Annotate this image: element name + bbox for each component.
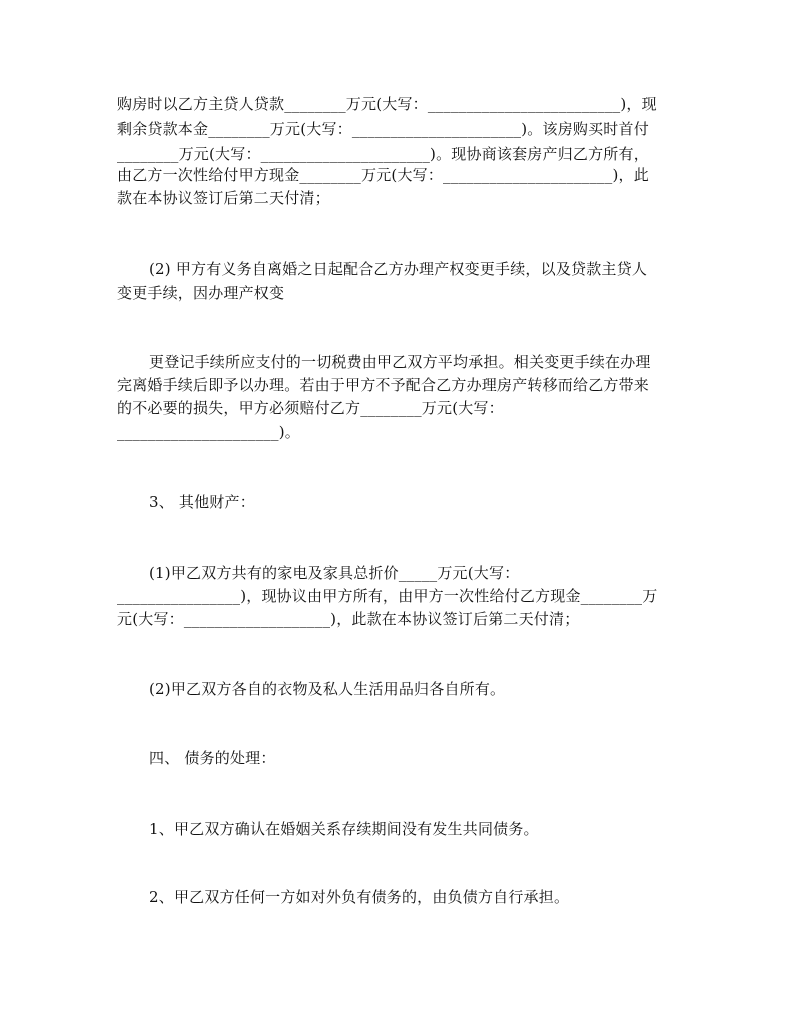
paragraph-line: (2)甲乙双方各自的衣物及私人生活用品归各自所有。: [149, 680, 506, 698]
paragraph-line: 购房时以乙方主贷人贷款________万元(大写：_________________________)，现: [117, 95, 657, 113]
section-heading: 3、 其他财产：: [149, 493, 255, 511]
paragraph-line: 2、甲乙双方任何一方如对外负有债务的，由负债方自行承担。: [149, 888, 570, 906]
paragraph-line: 款在本协议签订后第二天付清；: [117, 189, 330, 207]
paragraph-line: (2) 甲方有义务自离婚之日起配合乙方办理产权变更手续，以及贷款主贷人: [149, 260, 648, 278]
paragraph-line: 剩余贷款本金________万元(大写：______________________)。该房购买时首付: [117, 120, 649, 138]
paragraph-line: _____________________)。: [117, 423, 300, 441]
paragraph-line: 变更手续，因办理产权变: [117, 284, 285, 302]
section-heading: 四、 债务的处理：: [149, 749, 276, 767]
paragraph-line: 1、甲乙双方确认在婚姻关系存续期间没有发生共同债务。: [149, 820, 539, 838]
paragraph-line: 由乙方一次性给付甲方现金________万元(大写：______________________)，此: [117, 166, 649, 184]
paragraph-line: 完离婚手续后即予以办理。若由于甲方不予配合乙方办理房产转移而给乙方带来: [117, 376, 650, 394]
paragraph-line: 的不必要的损失，甲方必须赔付乙方________万元(大写：: [117, 399, 504, 417]
paragraph-line: ________万元(大写：______________________)。现协商该套房产归乙方所有，: [117, 145, 649, 163]
paragraph-line: 元(大写：___________________)，此款在本协议签订后第二天付清；: [117, 610, 580, 628]
paragraph-line: 更登记手续所应支付的一切税费由甲乙双方平均承担。相关变更手续在办理: [149, 353, 651, 371]
paragraph-line: ________________)，现协议由甲方所有，由甲方一次性给付乙方现金________万: [117, 587, 658, 605]
paragraph-line: (1)甲乙双方共有的家电及家具总折价_____万元(大写：: [149, 564, 520, 582]
